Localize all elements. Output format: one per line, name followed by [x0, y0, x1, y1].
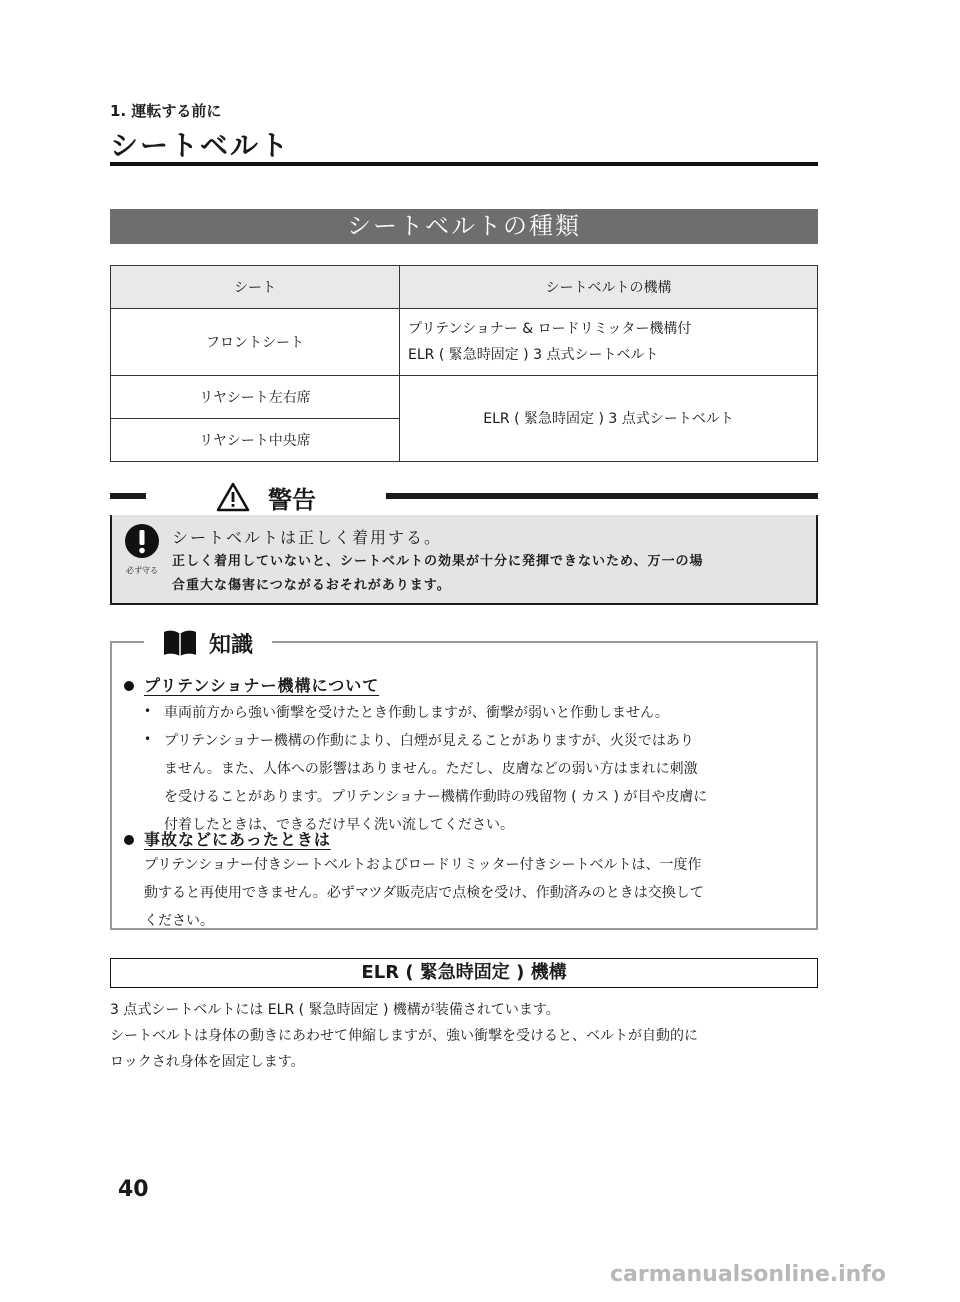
elr-line1: 3 点式シートベルトには ELR ( 緊急時固定 ) 機構が装備されています。: [110, 1002, 560, 1018]
pretensioner-bullet2: [164, 727, 814, 839]
elr-text: [110, 997, 820, 1075]
knowledge-box: [110, 632, 818, 930]
elr-section-title: ELR ( 緊急時固定 ) 機構: [110, 958, 818, 988]
pretensioner-heading: プリテンショナー機構について: [144, 676, 380, 695]
warning-label-text: 警告: [268, 485, 316, 514]
bullet2-line2: ません。また、人体への影響はありません。ただし、皮膚などの弱い方はまれに刺激: [164, 761, 698, 777]
exclamation-icon: [124, 523, 160, 571]
watermark: carmanualsonline.info: [610, 1262, 886, 1287]
table-header-row: [111, 266, 818, 309]
section-banner: シートベルトの種類: [110, 209, 818, 244]
elr-line2: シートベルトは身体の動きにあわせて伸縮しますが、強い衝撃を受けると、ベルトが自動的に: [110, 1028, 698, 1044]
accident-text: [144, 851, 814, 935]
warning-triangle-icon: [216, 482, 250, 512]
table-row: [111, 376, 818, 419]
warning-label: [146, 479, 386, 515]
page-number: 40: [118, 1177, 149, 1202]
accident-heading: 事故などにあったときは: [144, 830, 331, 849]
warning-heading: シートベルトは正しく着用する。: [172, 528, 443, 547]
table-header-mechanism: シートベルトの機構: [400, 266, 818, 309]
warning-body: [110, 515, 818, 605]
warning-text: [172, 550, 812, 598]
bullet2-line4: 付着したときは、できるだけ早く洗い流してください。: [164, 817, 514, 833]
accident-line3: ください。: [144, 913, 214, 929]
warning-line2: 合重大な傷害につながるおそれがあります。: [172, 578, 451, 593]
knowledge-label-text: 知識: [208, 632, 253, 658]
table-row: [111, 309, 818, 376]
section-bullet-icon: [124, 681, 134, 691]
warning-line1: 正しく着用していないと、シートベルトの効果が十分に発揮できないため、万一の場: [172, 554, 704, 569]
accident-line1: プリテンショナー付きシートベルトおよびロードリミッター付きシートベルトは、一度作: [144, 857, 702, 873]
chapter-label: 1. 運転する前に: [110, 102, 222, 120]
table-cell-front-seat: フロントシート: [111, 309, 400, 376]
bullet-dot-icon: •: [144, 704, 152, 718]
table-cell-rear-center-seat: リヤシート中央席: [111, 419, 400, 462]
bullet-dot-icon: •: [144, 732, 152, 746]
seatbelt-types-table: [110, 265, 818, 462]
table-cell-rear-mechanism: ELR ( 緊急時固定 ) 3 点式シートベルト: [400, 376, 818, 462]
page-title: シートベルト: [110, 129, 291, 162]
title-divider: [110, 162, 818, 166]
knowledge-label: [144, 625, 272, 661]
front-mechanism-line1: プリテンショナー & ロードリミッター機構付: [408, 321, 692, 337]
bullet2-line3: を受けることがあります。プリテンショナー機構作動時の残留物 ( カス ) が目や皮膚に: [164, 789, 708, 805]
book-icon: [163, 629, 197, 657]
table-cell-rear-side-seat: リヤシート左右席: [111, 376, 400, 419]
section-bullet-icon: [124, 835, 134, 845]
pretensioner-bullet1: 車両前方から強い衝撃を受けたとき作動しますが、衝撃が弱いと作動しません。: [164, 705, 669, 721]
accident-line2: 動すると再使用できません。必ずマツダ販売店で点検を受け、作動済みのときは交換して: [144, 885, 704, 901]
warning-box: [110, 485, 818, 607]
table-header-seat: シート: [111, 266, 400, 309]
elr-line3: ロックされ身体を固定します。: [110, 1054, 305, 1070]
bullet2-line1: プリテンショナー機構の作動により、白煙が見えることがありますが、火災ではあり: [164, 733, 694, 749]
must-follow-caption: 必ず守る: [126, 566, 158, 575]
table-cell-front-mechanism: [400, 309, 818, 376]
front-mechanism-line2: ELR ( 緊急時固定 ) 3 点式シートベルト: [408, 347, 659, 363]
